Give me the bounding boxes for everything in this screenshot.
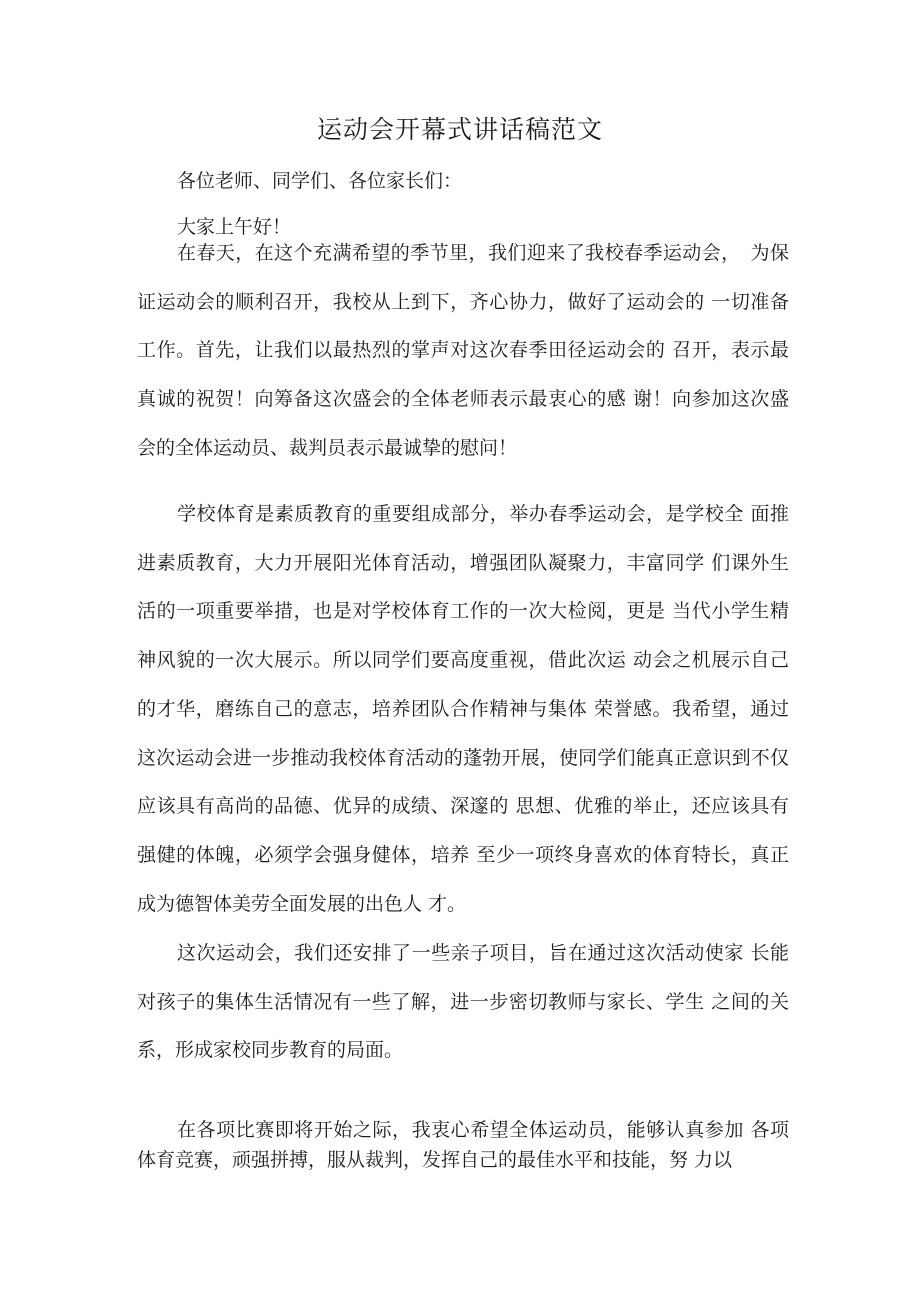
paragraph-closing: 在各项比赛即将开始之际，我衷心希望全体运动员，能够认真参加 各项体育竞赛，顽强拼搏，服从裁判，发挥自己的最佳水平和技能，努 力以	[137, 1119, 789, 1171]
salutation: 各位老师、同学们、各位家长们：	[177, 170, 463, 192]
paragraph-purpose: 学校体育是素质教育的重要组成部分，举办春季运动会，是学校全 面推进素质教育，大力开展阳光体育活动，增强团队凝聚力，丰富同学 们课外生活的一项重要举措，也是对学校体育工作的一次大检阅，更是 当代小学生精神风貌的一次大展示。所以同学们要高度重视，借此次运 动会之机展示自己的才华，磨练自己的意志，培养团队合作精神与集体 荣誉感。我希望，通过这次运动会进一步推动我校体育活动的蓬勃开展，使同学们能真正意识到不仅应该具有高尚的品德、优异的成绩、深邃的 思想、优雅的举止，还应该具有强健的体魄，必须学会强身健体，培养 至少一项终身喜欢的体育特长，真正成为德智体美劳全面发展的出色人 才。	[137, 503, 789, 915]
greeting: 大家上午好！	[177, 216, 292, 238]
document-title: 运动会开幕式讲话稿范文	[316, 115, 603, 144]
paragraph-opening: 在春天，在这个充满希望的季节里，我们迎来了我校春季运动会， 为保证运动会的顺利召开，我校从上到下，齐心协力，做好了运动会的 一切准备工作。首先，让我们以最热烈的掌声对这次春季田径运动会的 召开，表示最真诚的祝贺！向筹备这次盛会的全体老师表示最衷心的感 谢！向参加这次盛会的全体运动员、裁判员表示最诚挚的慰问！	[137, 242, 789, 459]
paragraph-parent-child: 这次运动会，我们还安排了一些亲子项目，旨在通过这次活动使家 长能对孩子的集体生活情况有一些了解，进一步密切教师与家长、学生 之间的关系，形成家校同步教育的局面。	[137, 942, 789, 1062]
